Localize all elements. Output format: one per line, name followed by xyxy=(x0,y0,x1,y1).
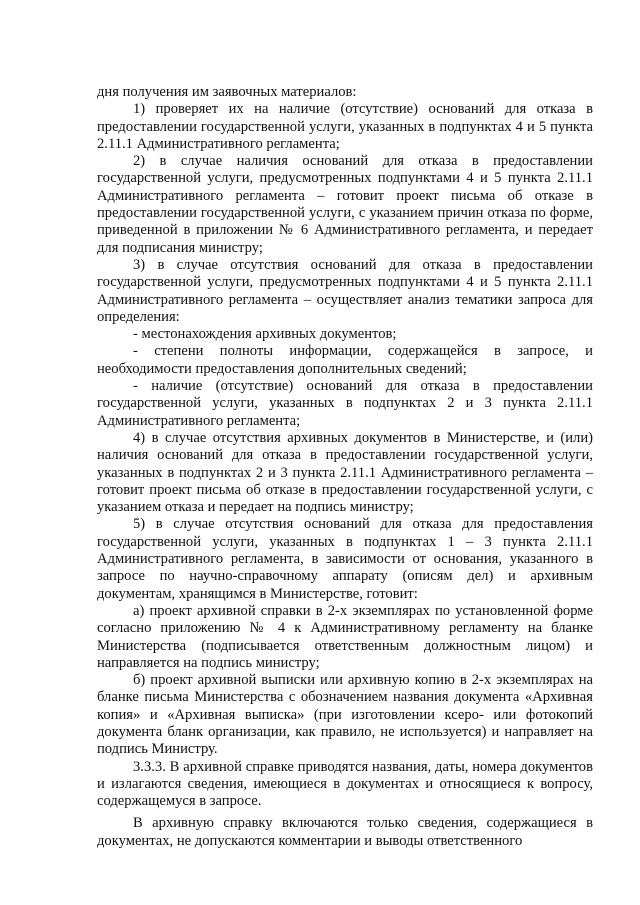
paragraph-intro: дня получения им заявочных материалов: xyxy=(97,84,357,100)
paragraph-dash-3: - наличие (отсутствие) оснований для отказа в предоставлении государственной услуги, указанных в подпунктах 2 и 3 пункта 2.11.1 Административного регламента; xyxy=(97,378,593,429)
paragraph-item-2: 2) в случае наличия оснований для отказа в предоставлении государственной услуги, предусмотренных подпунктами 4 и 5 пункта 2.11.1 Административного регламента – готовит проект письма об отказе в предоставлении государственной услуги, с указанием причин отказа по форме, приведенной в приложении № 6 Административного регламента, и передает для подписания министру; xyxy=(97,153,593,256)
paragraph-archive-note: В архивную справку включаются только сведения, содержащиеся в документах, не допускаются комментарии и выводы ответственного xyxy=(97,815,593,849)
paragraph-subitem-b: б) проект архивной выписки или архивную копию в 2-х экземплярах на бланке письма Министерства с обозначением названия документа «Архивная копия» и «Архивная выписка» (при изготовлении ксеро- или фотокопий документа бланк организации, как правило, не используется) и направляет на подпись Министру. xyxy=(97,672,593,758)
paragraph-item-5: 5) в случае отсутствия оснований для отказа для предоставления государственной услуги, указанных в подпунктах 1 – 3 пункта 2.11.1 Административного регламента, в зависимости от основания, указанного в запросе по научно-справочному аппарату (описям дел) и архивным документам, хранящимся в Министерстве, готовит: xyxy=(97,516,593,602)
paragraph-item-1: 1) проверяет их на наличие (отсутствие) оснований для отказа в предоставлении государственной услуги, указанных в подпунктах 4 и 5 пункта 2.11.1 Административного регламента; xyxy=(97,101,593,152)
paragraph-dash-1: - местонахождения архивных документов; xyxy=(133,326,397,343)
paragraph-dash-2: - степени полноты информации, содержащейся в запросе, и необходимости предоставления дополнительных сведений; xyxy=(97,343,593,377)
paragraph-item-3: 3) в случае отсутствия оснований для отказа в предоставлении государственной услуги, предусмотренных подпунктами 4 и 5 пункта 2.11.1 Административного регламента – осуществляет анализ тематики запроса для определения: xyxy=(97,256,593,325)
document-page xyxy=(97,84,593,850)
paragraph-section-3-3-3: 3.3.3. В архивной справке приводятся названия, даты, номера документов и излагаются сведения, имеющиеся в документах и относящиеся к вопросу, содержащемуся в запросе. xyxy=(97,758,593,810)
paragraph-item-4: 4) в случае отсутствия архивных документов в Министерстве, и (или) наличия оснований для отказа в предоставлении государственной услуги, указанных в подпунктах 2 и 3 пункта 2.11.1 Административного регламента – готовит проект письма об отказе в предоставлении государственной услуги, с указанием отказа и передает на подпись министру; xyxy=(97,429,593,516)
paragraph-subitem-a: а) проект архивной справки в 2-х экземплярах по установленной форме согласно приложению № 4 к Административному регламенту на бланке Министерства (подписывается ответственным должностным лицом) и направляется на подпись министру; xyxy=(97,602,593,671)
